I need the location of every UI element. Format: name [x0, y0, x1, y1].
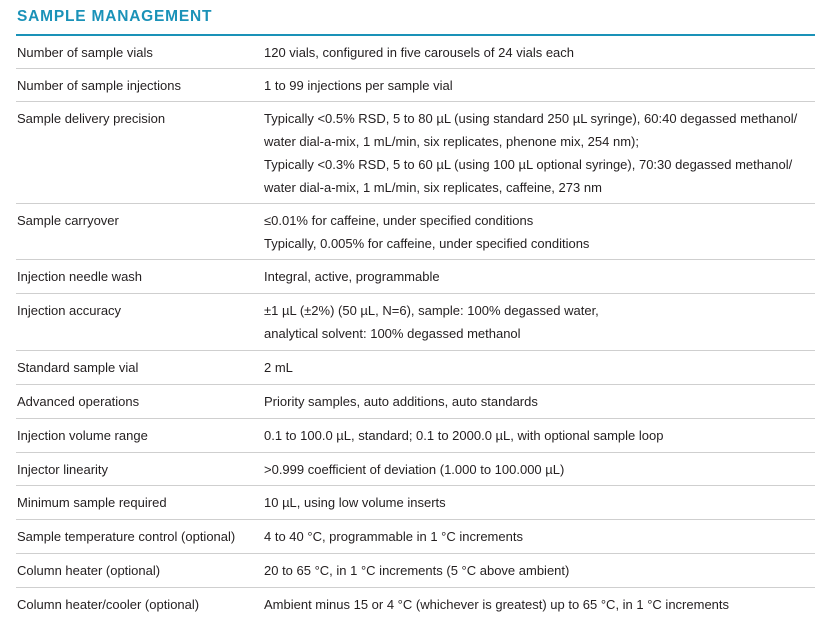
- spec-value: [264, 41, 574, 64]
- spec-label: Injection volume range: [17, 428, 148, 443]
- spec-row: [16, 351, 815, 385]
- spec-label: Column heater/cooler (optional): [17, 597, 200, 612]
- section-title: SAMPLE MANAGEMENT: [17, 8, 213, 25]
- spec-row: [16, 554, 815, 588]
- spec-value: [264, 559, 569, 582]
- spec-value-line: 2 mL: [264, 360, 293, 375]
- spec-value-line: Typically <0.3% RSD, 5 to 60 µL (using 100 µL optional syringe), 70:30 degassed methanol/: [264, 157, 793, 172]
- spec-row: [16, 385, 815, 419]
- spec-value-line: Priority samples, auto additions, auto standards: [264, 394, 538, 409]
- spec-row: [16, 102, 815, 204]
- spec-row: [16, 36, 815, 69]
- spec-value-line: 4 to 40 °C, programmable in 1 °C increments: [264, 529, 523, 544]
- spec-label: Number of sample injections: [17, 78, 182, 93]
- spec-value: [264, 390, 538, 413]
- spec-row: [16, 260, 815, 294]
- spec-value: [264, 107, 797, 199]
- spec-row: [16, 588, 815, 622]
- spec-value: [264, 491, 446, 514]
- spec-value: [264, 209, 589, 255]
- spec-table: [16, 36, 815, 622]
- spec-label: Minimum sample required: [17, 495, 167, 510]
- spec-label: Injector linearity: [17, 462, 109, 477]
- spec-value-line: Integral, active, programmable: [264, 269, 440, 284]
- spec-row: [16, 204, 815, 260]
- spec-label: Advanced operations: [17, 394, 140, 409]
- spec-value: [264, 458, 564, 481]
- spec-value-line: ±1 µL (±2%) (50 µL, N=6), sample: 100% degassed water,: [264, 303, 599, 318]
- spec-value-line: 10 µL, using low volume inserts: [264, 495, 446, 510]
- spec-row: [16, 69, 815, 102]
- spec-row: [16, 520, 815, 554]
- spec-value: [264, 525, 523, 548]
- spec-value-line: 1 to 99 injections per sample vial: [264, 78, 453, 93]
- spec-value-line: 0.1 to 100.0 µL, standard; 0.1 to 2000.0 µL, with optional sample loop: [264, 428, 664, 443]
- spec-value: [264, 424, 663, 447]
- spec-label: Sample carryover: [17, 213, 119, 228]
- spec-value-line: water dial-a-mix, 1 mL/min, six replicates, phenone mix, 254 nm);: [264, 134, 639, 149]
- spec-value: [264, 356, 293, 379]
- spec-label: Injection accuracy: [17, 303, 122, 318]
- spec-label: Sample temperature control (optional): [17, 529, 236, 544]
- spec-label: Standard sample vial: [17, 360, 139, 375]
- spec-value-line: >0.999 coefficient of deviation (1.000 to 100.000 µL): [264, 462, 565, 477]
- spec-value-line: 120 vials, configured in five carousels of 24 vials each: [264, 45, 575, 60]
- spec-value-line: 20 to 65 °C, in 1 °C increments (5 °C above ambient): [264, 563, 570, 578]
- spec-row: [16, 486, 815, 520]
- spec-value: [264, 299, 599, 345]
- spec-label: Injection needle wash: [17, 269, 143, 284]
- spec-value-line: analytical solvent: 100% degassed methanol: [264, 326, 521, 341]
- spec-row: [16, 294, 815, 351]
- spec-row: [16, 419, 815, 453]
- spec-label: Column heater (optional): [17, 563, 161, 578]
- spec-value: [264, 74, 453, 97]
- spec-value-line: ≤0.01% for caffeine, under specified conditions: [264, 213, 534, 228]
- spec-value-line: Typically <0.5% RSD, 5 to 80 µL (using standard 250 µL syringe), 60:40 degassed methanol/: [264, 111, 798, 126]
- spec-label: Sample delivery precision: [17, 111, 166, 126]
- spec-row: [16, 453, 815, 486]
- spec-value-line: Ambient minus 15 or 4 °C (whichever is greatest) up to 65 °C, in 1 °C increments: [264, 597, 730, 612]
- spec-value: [264, 593, 729, 616]
- spec-label: Number of sample vials: [17, 45, 153, 60]
- spec-value: [264, 265, 440, 288]
- spec-value-line: Typically, 0.005% for caffeine, under specified conditions: [264, 236, 590, 251]
- spec-value-line: water dial-a-mix, 1 mL/min, six replicates, caffeine, 273 nm: [264, 180, 602, 195]
